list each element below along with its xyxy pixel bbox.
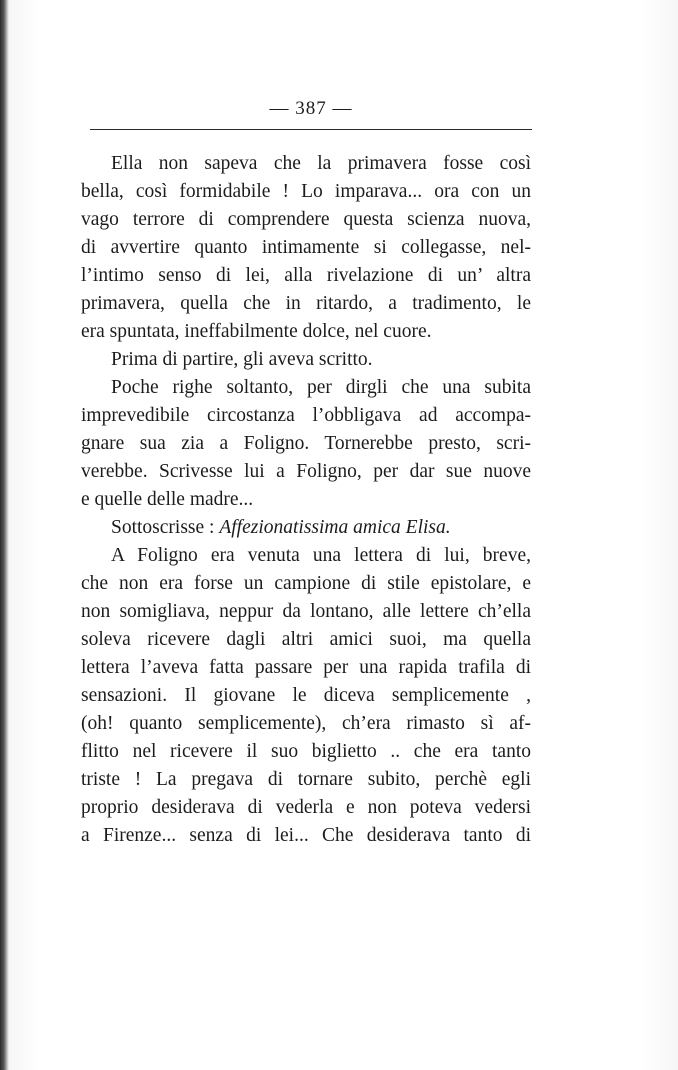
text-line: e quelle delle madre... <box>81 489 254 510</box>
text-line: lettera l’aveva fatta passare per una rapida trafila di <box>81 657 531 678</box>
binding-edge-shadow <box>0 0 9 1070</box>
text-line: bella, così formidabile ! Lo imparava... ora con un <box>81 181 531 202</box>
text-line: l’intimo senso di lei, alla rivelazione di un’ altra <box>81 265 531 286</box>
text-line: di avvertire quanto intimamente si collegasse, nel- <box>81 237 531 258</box>
text-line: Prima di partire, gli aveva scritto. <box>111 349 373 370</box>
text-line: (oh! quanto semplicemente), ch’era rimasto sì af- <box>81 713 531 734</box>
text-line: vago terrore di comprendere questa scienza nuova, <box>81 209 531 230</box>
text-line: non somigliava, neppur da lontano, alle lettere ch’ella <box>81 601 531 622</box>
text-line: soleva ricevere dagli altri amici suoi, ma quella <box>81 629 531 650</box>
header-rule <box>90 129 532 130</box>
body-text <box>81 150 531 850</box>
text-line: triste ! La pregava di tornare subito, perchè egli <box>81 769 531 790</box>
text-line: sensazioni. Il giovane le diceva semplicemente , <box>81 685 531 706</box>
signature-line <box>81 514 531 542</box>
text-line: era spuntata, ineffabilmente dolce, nel cuore. <box>81 321 432 342</box>
text-line: Ella non sapeva che la primavera fosse così <box>111 153 531 174</box>
text-line: che non era forse un campione di stile epistolare, e <box>81 573 531 594</box>
text-line: flitto nel ricevere il suo biglietto .. che era tanto <box>81 741 531 762</box>
text-line: imprevedibile circostanza l’obbligava ad accompa- <box>81 405 531 426</box>
text-line: primavera, quella che in ritardo, a tradimento, le <box>81 293 531 314</box>
text-line: verebbe. Scrivesse lui a Foligno, per dar sue nuove <box>81 461 531 482</box>
text-line: A Foligno era venuta una lettera di lui, breve, <box>111 545 531 566</box>
text-line: proprio desiderava di vederla e non poteva vedersi <box>81 797 531 818</box>
signature-intro: Sottoscrisse : <box>111 517 215 538</box>
page-number: — 387 — <box>269 98 353 119</box>
text-line: gnare sua zia a Foligno. Tornerebbe presto, scri- <box>81 433 531 454</box>
text-line: Poche righe soltanto, per dirgli che una subita <box>111 377 531 398</box>
text-line: a Firenze... senza di lei... Che desiderava tanto di <box>81 825 531 846</box>
signature-text: Affezionatissima amica Elisa. <box>219 517 451 538</box>
